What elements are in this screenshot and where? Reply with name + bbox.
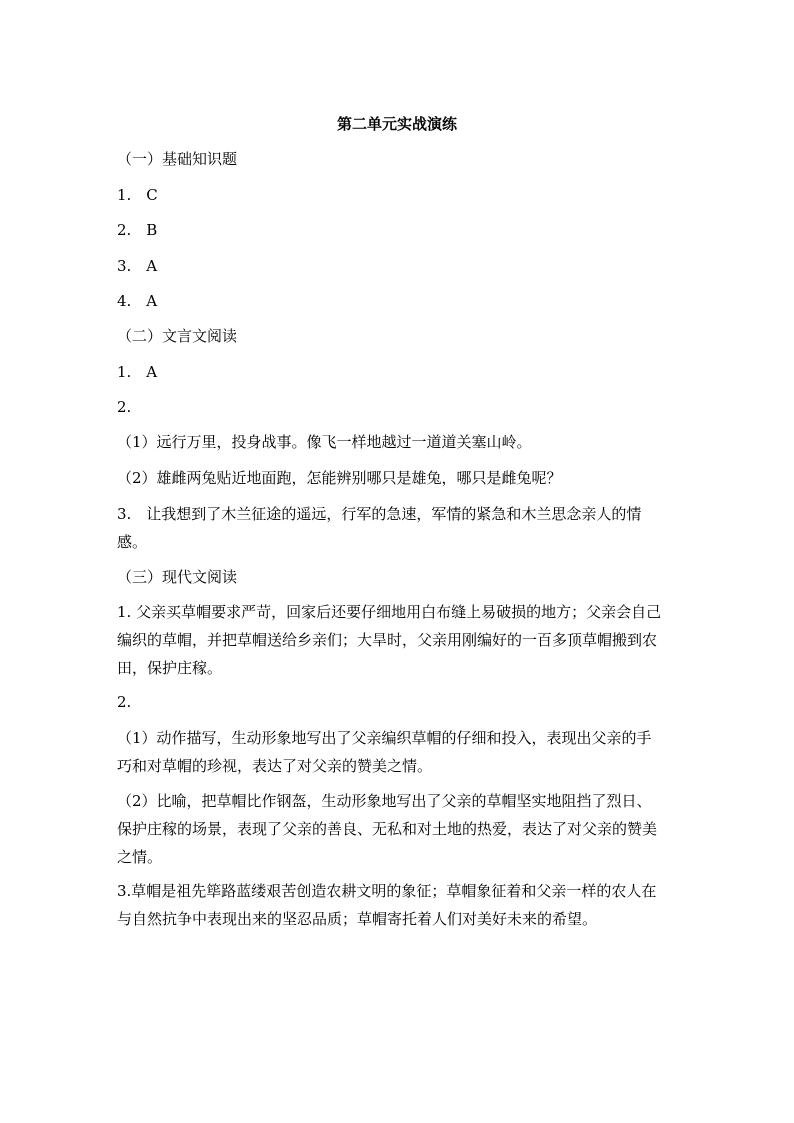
classical-answer-3: 3. 让我想到了木兰征途的遥远，行军的急速，军情的紧急和木兰思念亲人的情感。 [117, 505, 642, 551]
classical-answer-2-part2: （2）雄雌两兔贴近地面跑，怎能辨别哪只是雄兔，哪只是雌兔呢？ [117, 469, 562, 487]
classical-answer-2-part1: （1）远行万里，投身战事。像飞一样地越过一道道关塞山岭。 [117, 433, 532, 451]
classical-answer-2-label: 2. [117, 398, 132, 416]
modern-answer-2-part2: （2）比喻，把草帽比作钢盔，生动形象地写出了父亲的草帽坚实地阻挡了烈日、保护庄稼的场景，表现了父亲的善良、无私和对土地的热爱，表达了对父亲的赞美之情。 [117, 792, 658, 866]
modern-answer-3: 3.草帽是祖先筚路蓝缕艰苦创造农耕文明的象征；草帽象征着和父亲一样的农人在与自然抗争中表现出来的坚忍品质；草帽寄托着人们对美好未来的希望。 [117, 882, 657, 928]
answer-1: 1. C [117, 186, 158, 204]
modern-answer-1: 1. 父亲买草帽要求严苛，回家后还要仔细地用白布缝上易破损的地方；父亲会自己编织的草帽，并把草帽送给乡亲们；大旱时，父亲用刚编好的一百多顶草帽搬到农田，保护庄稼。 [117, 603, 662, 677]
answer-2: 2. B [117, 221, 158, 239]
classical-answer-1: 1. A [117, 363, 158, 381]
section-heading-modern: （三）现代文阅读 [117, 568, 238, 586]
modern-answer-2-label: 2. [117, 693, 132, 711]
modern-answer-2-part1: （1）动作描写，生动形象地写出了父亲编织草帽的仔细和投入，表现出父亲的手巧和对草帽的珍视，表达了对父亲的赞美之情。 [117, 729, 652, 775]
answer-3: 3. A [117, 257, 158, 275]
section-heading-basic: （一）基础知识题 [117, 150, 238, 168]
answer-4: 4. A [117, 292, 158, 310]
page-title: 第二单元实战演练 [336, 115, 457, 133]
section-heading-classical: （二）文言文阅读 [117, 327, 238, 345]
